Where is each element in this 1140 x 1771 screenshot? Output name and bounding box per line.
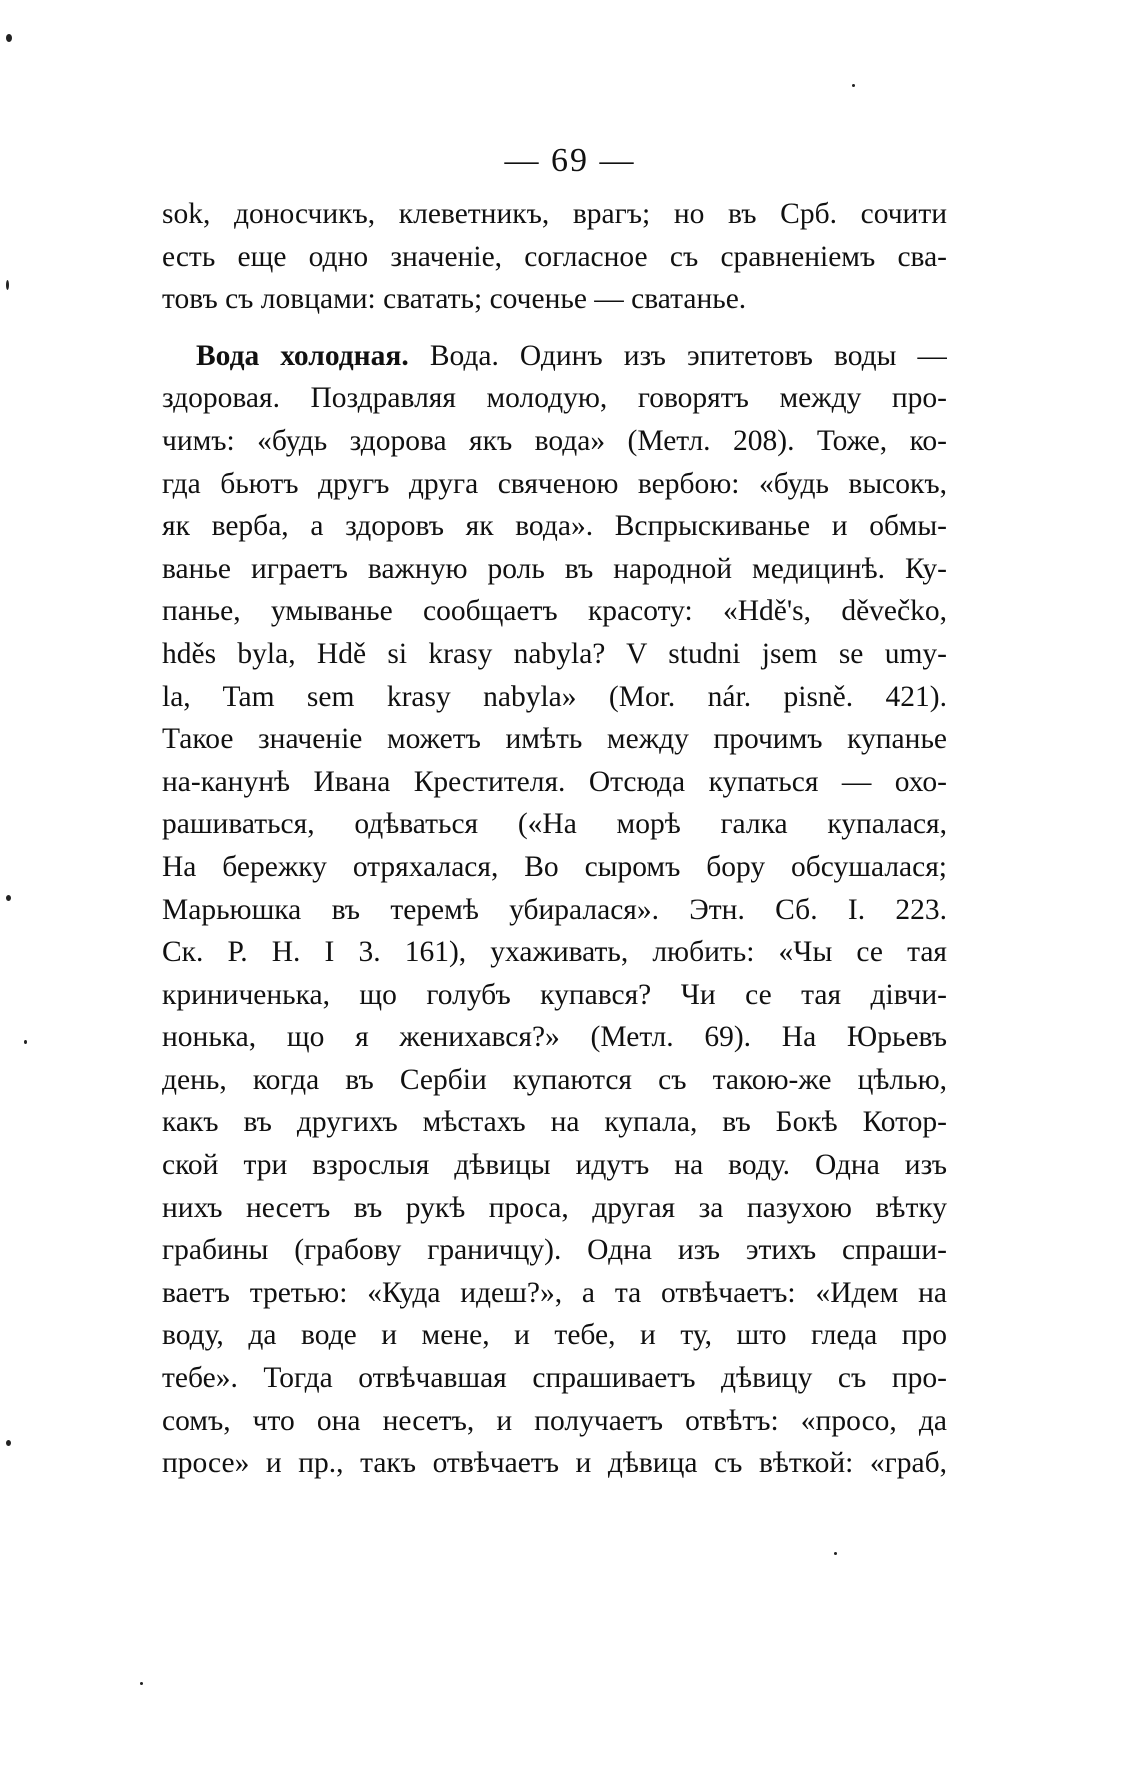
text-line <box>162 335 947 378</box>
text-line: hděs byla, Hdě si krasy nabyla? V studni jsem se umy- <box>162 637 947 670</box>
text-line: гда бьютъ другъ друга свяченою вербою: «будь высокъ, <box>162 467 947 500</box>
text-line: день, когда въ Сербіи купаются съ такою-же цѣлью, <box>162 1063 947 1096</box>
text-line: панье, умыванье сообщаетъ красоту: «Hdě's, děvečko, <box>162 595 947 628</box>
text-line: воду, да воде и мене, и тебе, и ту, што гледа про <box>162 1319 947 1352</box>
scan-speck <box>24 1040 27 1044</box>
text-line: рашиваться, одѣваться («На морѣ галка купалася, <box>162 808 947 841</box>
text-line: нихъ несетъ въ рукѣ проса, другая за пазухою вѣтку <box>162 1191 947 1224</box>
text-line: Такое значеніе можетъ имѣть между прочимъ купанье <box>162 723 947 756</box>
entry-heading: Вода холодная. <box>196 339 409 372</box>
text-line: la, Tam sem krasy nabyla» (Mor. nár. pisně. 421). <box>162 680 947 713</box>
scan-speck <box>6 34 12 42</box>
text-line: здоровая. Поздравляя молодую, говорятъ между про- <box>162 382 947 415</box>
text-line: на-канунѣ Ивана Крестителя. Отсюда купаться — охо- <box>162 765 947 798</box>
paragraph-gap <box>162 321 947 335</box>
scan-speck <box>6 895 11 901</box>
scan-speck <box>6 1440 11 1446</box>
text-line: ваетъ третью: «Куда идеш?», а та отвѣчаетъ: «Идем на <box>162 1276 947 1309</box>
scan-speck <box>140 1682 143 1685</box>
text-line: На бережку отряхалася, Во сыромъ бору обсушалася; <box>162 850 947 883</box>
heading-line-rest: Вода. Одинъ изъ эпитетовъ воды — <box>408 339 947 372</box>
scan-speck <box>852 84 855 87</box>
scan-speck <box>6 280 9 290</box>
text-line: sok, доносчикъ, клеветникъ, врагъ; но въ Срб. сочити <box>162 198 947 230</box>
text-line: товъ съ ловцами: сватать; соченье — сватанье. <box>162 283 747 316</box>
text-line: ванье играетъ важную роль въ народной медицинѣ. Ку- <box>162 552 947 585</box>
text-line: ской три взрослыя дѣвицы идутъ на воду. Одна изъ <box>162 1149 947 1182</box>
text-line: какъ въ другихъ мѣстахъ на купала, въ Бокѣ Котор- <box>162 1106 947 1139</box>
scan-speck <box>834 1552 837 1555</box>
text-line: грабины (грабову граничцу). Одна изъ этихъ спраши- <box>162 1234 947 1267</box>
paragraph-2 <box>162 335 947 1485</box>
text-line: як верба, а здоровъ як вода». Вспрыскиванье и обмы- <box>162 510 947 543</box>
text-line: криниченька, що голубъ купався? Чи се тая дівчи- <box>162 978 947 1011</box>
text-line: Марьюшка въ теремѣ убиралася». Этн. Сб. I. 223. <box>162 893 947 926</box>
text-line: Ск. Р. Н. I 3. 161), ухаживать, любить: «Чы се тая <box>162 936 947 969</box>
text-line: нонька, що я женихався?» (Метл. 69). На Юрьевъ <box>162 1021 947 1054</box>
text-line: сомъ, что она несетъ, и получаетъ отвѣтъ: «просо, да <box>162 1404 947 1437</box>
text-line: тебе». Тогда отвѣчавшая спрашиваетъ дѣвицу съ про- <box>162 1362 947 1395</box>
paragraph-1 <box>162 193 947 321</box>
text-line: чимъ: «будь здорова якъ вода» (Метл. 208). Тоже, ко- <box>162 424 947 457</box>
text-line: просе» и пр., такъ отвѣчаетъ и дѣвица съ вѣткой: «граб, <box>162 1447 947 1480</box>
body-text <box>162 193 947 1485</box>
page-number: — 69 — <box>504 142 636 179</box>
text-line: есть еще одно значеніе, согласное съ сравненіемъ сва- <box>162 240 947 273</box>
